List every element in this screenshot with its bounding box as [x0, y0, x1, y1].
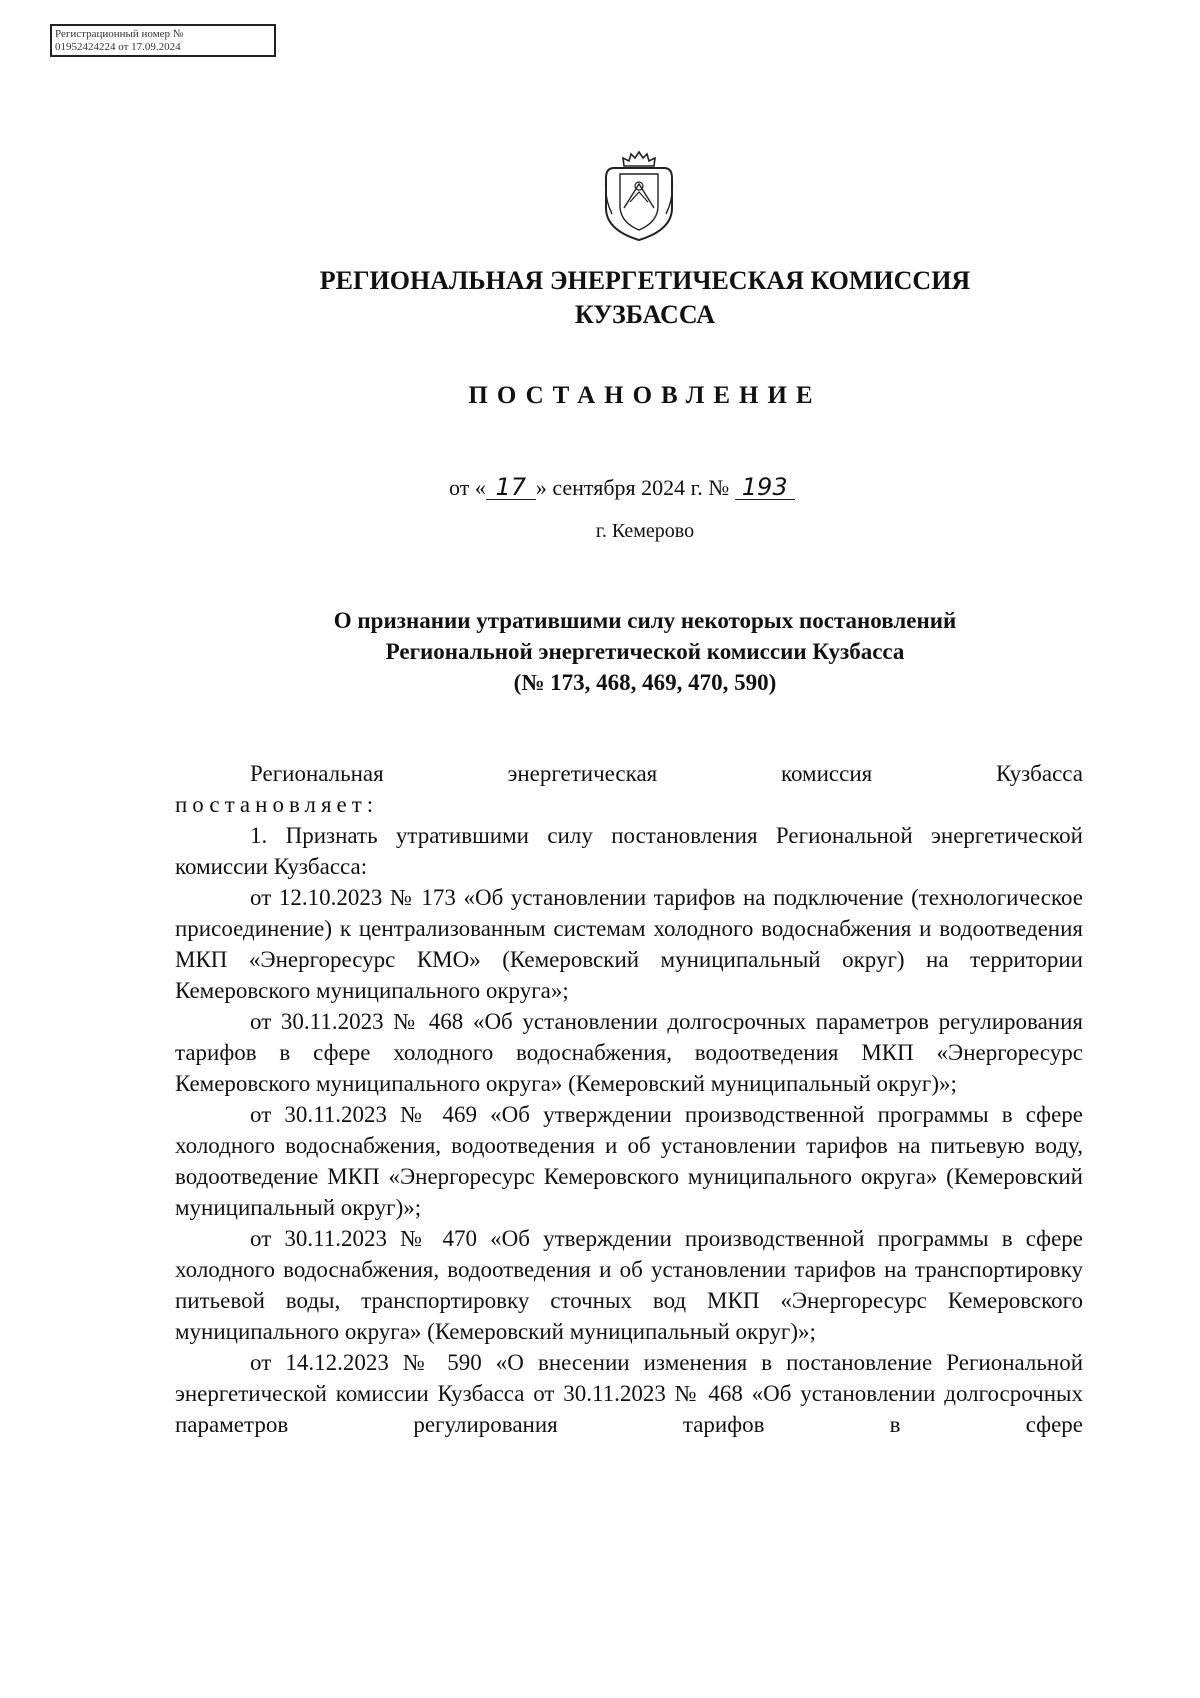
date-mid: » сентября 2024 г. № [535, 475, 730, 500]
title-line-3: (№ 173, 468, 469, 470, 590) [513, 670, 777, 695]
item-1: 1. Признать утратившими силу постановления Региональной энергетической комиссии Кузбасса: [175, 823, 1083, 879]
paragraph-470: от 30.11.2023 № 470 «Об утверждении производственной программы в сфере холодного водоснабжения, водоотведения и об установлении тарифов на транспортировку питьевой воды, транспортировку сточных вод МКП «Энергоресурс Кемеровского муниципального округа» (Кемеровский муниципальный округ)»; [175, 1226, 1083, 1344]
organization-name [0, 264, 1200, 332]
intro-line: Региональная энергетическая комиссия Кузбасса [250, 761, 1083, 786]
org-line-2: КУЗБАССА [574, 300, 716, 329]
document-number: 193 [735, 475, 795, 500]
city: г. Кемерово [595, 520, 695, 542]
title-line-2: Региональной энергетической комиссии Кузбасса [385, 639, 905, 664]
date-line [449, 475, 795, 501]
paragraph-590: от 14.12.2023 № 590 «О внесении изменения в постановление Региональной энергетической комиссии Кузбасса от 30.11.2023 № 468 «Об установлении долгосрочных параметров регулирования тарифов в сфере [175, 1350, 1083, 1437]
title-line-1: О признании утратившими силу некоторых постановлений [333, 608, 957, 633]
registration-stamp [50, 24, 276, 57]
paragraph-469: от 30.11.2023 № 469 «Об утверждении производственной программы в сфере холодного водоснабжения, водоотведения и об установлении тарифов на питьевую воду, водоотведение МКП «Энергоресурс Кемеровского муниципального округа» (Кемеровский муниципальный округ)»; [175, 1102, 1083, 1220]
document-body [175, 758, 1083, 1440]
registration-line-2: 01952424224 от 17.09.2024 [55, 41, 181, 53]
paragraph-468: от 30.11.2023 № 468 «Об установлении долгосрочных параметров регулирования тарифов в сфере холодного водоснабжения, водоотведения МКП «Энергоресурс Кемеровского муниципального округа» (Кемеровский муниципальный округ)»; [175, 1009, 1083, 1096]
registration-line-1: Регистрационный номер № [55, 28, 184, 40]
intro-decree: постановляет: [175, 792, 379, 817]
document-type: ПОСТАНОВЛЕНИЕ [468, 382, 822, 409]
paragraph-173: от 12.10.2023 № 173 «Об установлении тарифов на подключение (технологическое присоединение) к централизованным системам холодного водоснабжения и водоотведения МКП «Энергоресурс КМО» (Кемеровский муниципальный округ) на территории Кемеровского муниципального округа»; [175, 885, 1083, 1003]
document-title [0, 605, 1200, 698]
date-prefix: от « [449, 475, 486, 500]
coat-of-arms-icon [600, 148, 678, 244]
org-line-1: РЕГИОНАЛЬНАЯ ЭНЕРГЕТИЧЕСКАЯ КОМИССИЯ [319, 266, 971, 295]
date-day: 17 [486, 475, 536, 500]
